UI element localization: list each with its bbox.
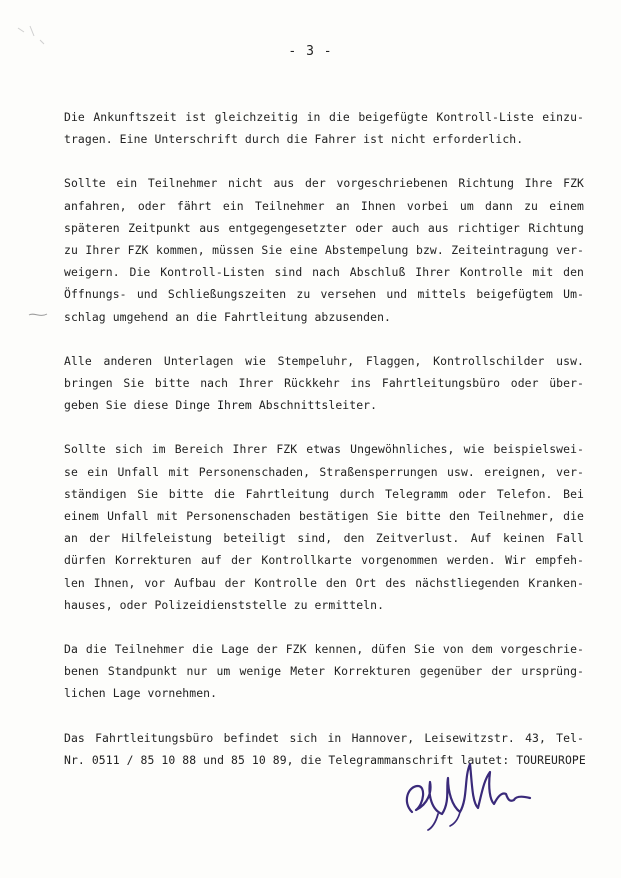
- text-line: einem Unfall mit Personenschaden bestätigen Sie bitte den Teilnehmer, die: [64, 509, 584, 524]
- text-line: tragen. Eine Unterschrift durch die Fahrer ist nicht erforderlich.: [64, 132, 524, 147]
- text-line: dürfen Korrekturen auf der Kontrollkarte vorgenommen werden. Wir empfeh-: [64, 553, 584, 568]
- text-line: len Ihnen, vor Aufbau der Kontrolle den Ort des nächstliegenden Kranken-: [64, 575, 584, 590]
- paragraph-3: [64, 350, 584, 417]
- paragraph-5: [64, 638, 584, 705]
- text-line: Die Ankunftszeit ist gleichzeitig in die beigefügte Kontroll-Liste einzu-: [64, 110, 584, 124]
- text-line: Da die Teilnehmer die Lage der FZK kennen, düfen Sie von dem vorgeschrie-: [64, 642, 584, 657]
- letter-body: [64, 106, 584, 793]
- text-line: se ein Unfall mit Personenschaden, Straßensperrungen usw. ereignen, ver-: [64, 464, 584, 479]
- text-line: hauses, oder Polizeidienststelle zu ermitteln.: [64, 597, 385, 612]
- text-line: späteren Zeitpunkt aus entgegengesetzter oder auch aus richtiger Richtung: [64, 220, 584, 235]
- text-line: schlag umgehend an die Fahrtleitung abzusenden.: [64, 309, 392, 324]
- paragraph-1: [64, 106, 584, 150]
- page-number: - 3 -: [288, 44, 333, 59]
- text-line: weigern. Die Kontroll-Listen sind nach Abschluß Ihrer Kontrolle mit den: [64, 265, 584, 280]
- text-line: Nr. 0511 / 85 10 88 und 85 10 89, die Telegrammanschrift lautet: TOUREUROPE: [64, 752, 586, 767]
- text-line: Sollte sich im Bereich Ihrer FZK etwas Ungewöhnliches, wie beispielswei-: [64, 442, 584, 457]
- text-line: Sollte ein Teilnehmer nicht aus der vorgeschriebenen Richtung Ihre FZK: [64, 176, 584, 191]
- text-line: an der Hilfeleistung beteiligt sind, den Zeitverlust. Auf keinen Fall: [64, 531, 584, 546]
- text-line: Das Fahrtleitungsbüro befindet sich in Hannover, Leisewitzstr. 43, Tel-: [64, 730, 584, 745]
- corner-smudge: [14, 22, 50, 52]
- paragraph-4: [64, 438, 584, 616]
- text-line: geben Sie diese Dinge Ihrem Abschnittsleiter.: [64, 398, 378, 413]
- margin-mark: [28, 310, 48, 320]
- text-line: bringen Sie bitte nach Ihrer Rückkehr ins Fahrtleitungsbüro oder über-: [64, 376, 584, 391]
- text-line: lichen Lage vornehmen.: [64, 686, 218, 701]
- text-line: anfahren, oder fährt ein Teilnehmer an Ihnen vorbei um dann zu einem: [64, 198, 584, 213]
- text-line: Alle anderen Unterlagen wie Stempeluhr, Flaggen, Kontrollschilder usw.: [64, 353, 584, 368]
- text-line: zu Ihrer FZK kommen, müssen Sie eine Abstempelung bzw. Zeiteintragung ver-: [64, 243, 584, 258]
- text-line: ständigen Sie bitte die Fahrtleitung durch Telegramm oder Telefon. Bei: [64, 486, 584, 501]
- paragraph-2: [64, 172, 584, 327]
- signature-image: [398, 752, 538, 832]
- text-line: Öffnungs- und Schließungszeiten zu versehen und mittels beigefügtem Um-: [64, 287, 584, 302]
- text-line: benen Standpunkt nur um wenige Meter Korrekturen gegenüber der ursprüng-: [64, 664, 584, 679]
